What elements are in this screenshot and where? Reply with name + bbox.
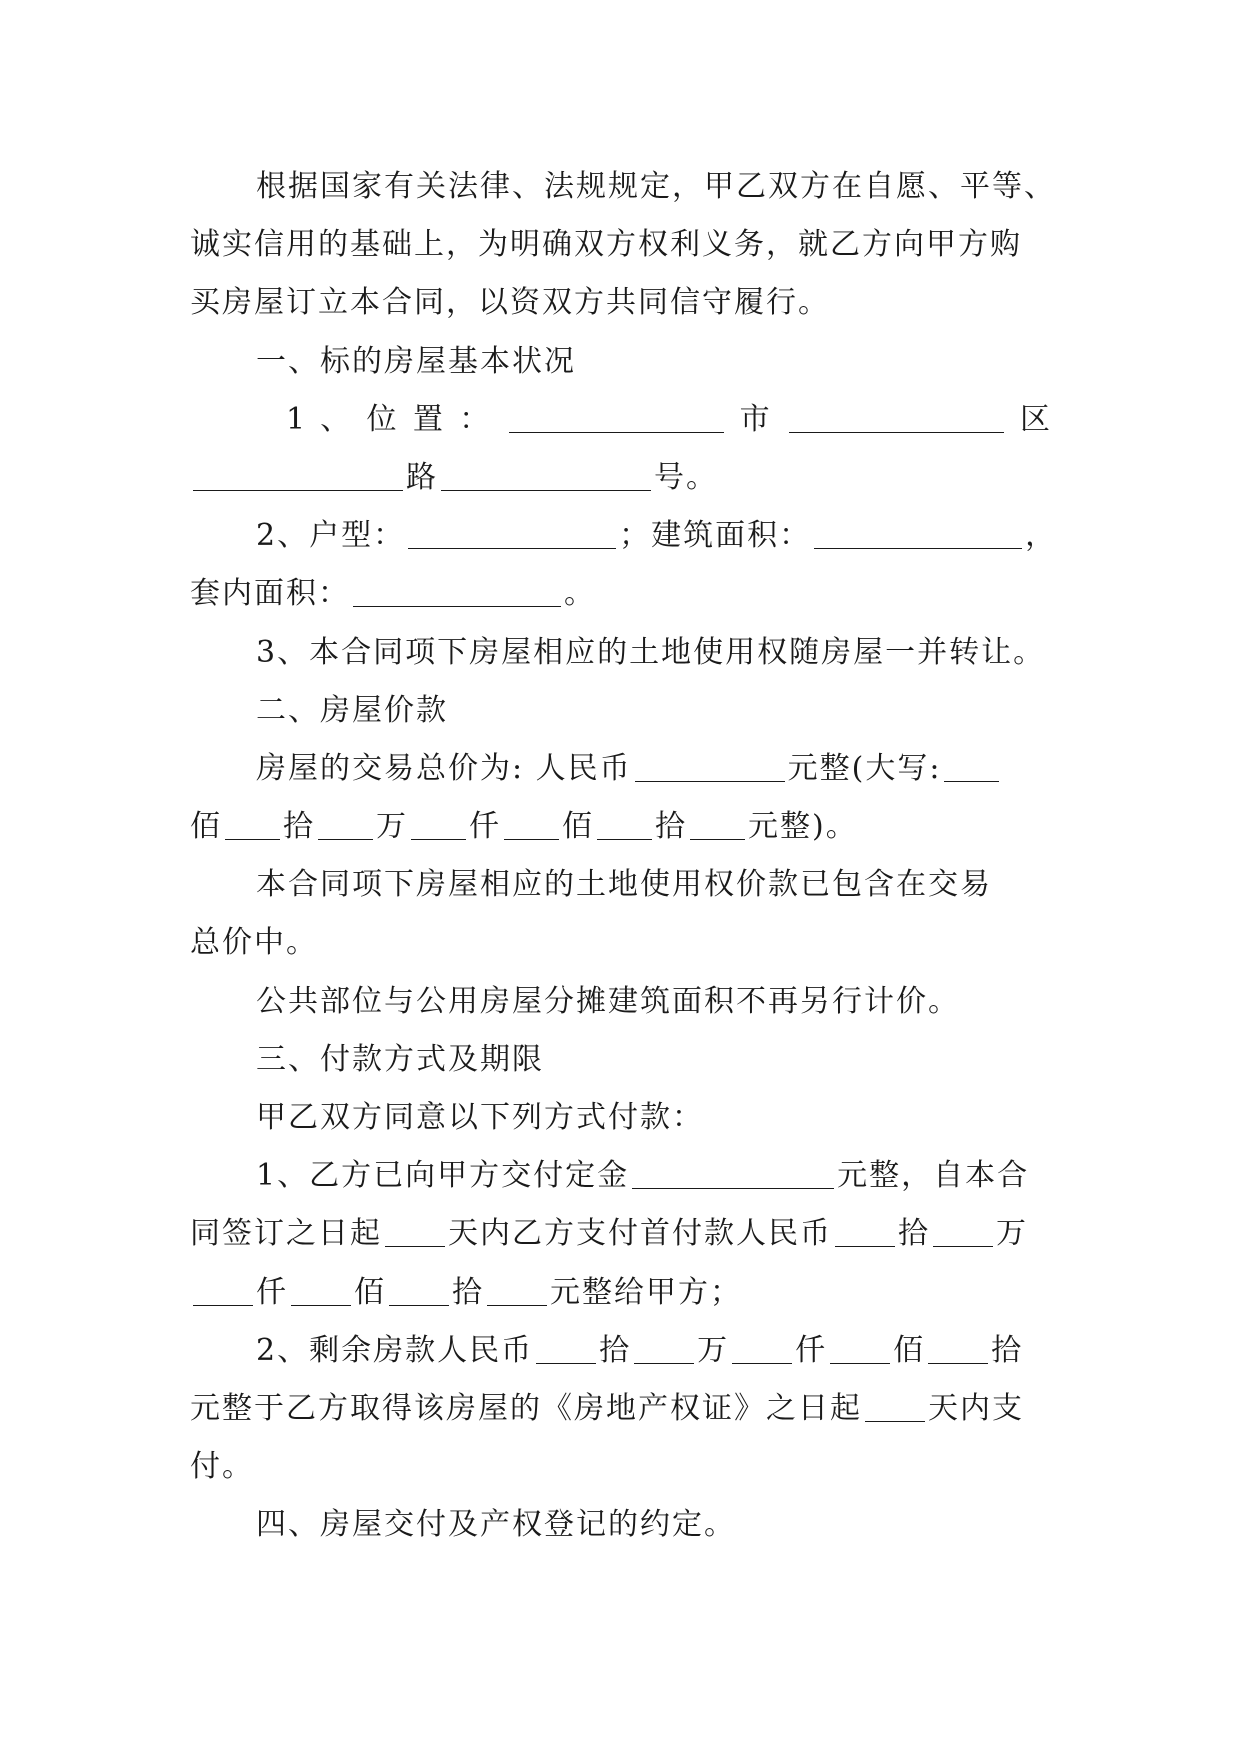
section-2-title: 二、房屋价款 [256, 692, 448, 728]
house-type-label: 2、户型： [256, 518, 406, 554]
down-payment-blank-4 [291, 1273, 351, 1306]
building-area-label: ；建筑面积： [619, 518, 812, 554]
number-label: 号。 [654, 459, 718, 495]
location-separator: 、 [320, 401, 354, 437]
preamble-line-1: 根据国家有关法律、法规规定，甲乙双方在自愿、平等、 [256, 169, 1056, 204]
price-upper-blank-6 [597, 807, 652, 840]
price-upper-blank-4 [411, 807, 466, 840]
section-4-title: 四、房屋交付及产权登记的约定。 [256, 1507, 736, 1543]
unit-shi-3: 拾 [898, 1216, 930, 1252]
unit-qian-3: 仟 [795, 1332, 828, 1368]
unit-bai-4: 佰 [893, 1332, 926, 1368]
section-1-title: 一、标的房屋基本状况 [256, 343, 576, 379]
district-blank [789, 400, 1004, 433]
location-line [190, 391, 1052, 449]
unit-bai: 佰 [190, 809, 222, 845]
house-type-blank [408, 516, 616, 549]
unit-shi-5: 拾 [599, 1332, 632, 1368]
price-upper-blank-3 [318, 807, 373, 840]
down-payment-end: 元整给甲方； [550, 1274, 742, 1310]
inner-area-blank [353, 574, 561, 607]
building-area-blank [814, 516, 1022, 549]
down-payment-blank-5 [389, 1273, 449, 1306]
balance-label: 2、剩余房款人民币 [256, 1332, 534, 1368]
unit-shi-2: 拾 [655, 809, 687, 845]
land-price-line-2: 总价中。 [190, 925, 318, 961]
balance-condition: 元整于乙方取得该房屋的《房地产权证》之日起 [190, 1390, 862, 1426]
unit-qian: 仟 [469, 809, 501, 845]
price-upper-line [190, 798, 1052, 856]
payment-intro: 甲乙双方同意以下列方式付款： [256, 1100, 704, 1135]
price-label: 房屋的交易总价为: 人民币 [256, 750, 632, 786]
price-upper-blank-2 [225, 807, 280, 840]
unit-wan-2: 万 [996, 1216, 1028, 1252]
unit-bai-2: 佰 [562, 809, 594, 845]
location-label-char-1: 位 [366, 401, 400, 437]
preamble-line-3: 买房屋订立本合同，以资双方共同信守履行。 [190, 285, 830, 321]
down-payment-blank-2 [933, 1214, 993, 1247]
type-area-line [190, 507, 1058, 565]
unit-bai-3: 佰 [354, 1274, 386, 1310]
balance-blank-1 [536, 1331, 596, 1364]
unit-shi-4: 拾 [452, 1274, 484, 1310]
price-upper-blank-7 [690, 807, 745, 840]
balance-blank-2 [634, 1331, 694, 1364]
balance-blank-4 [830, 1331, 890, 1364]
deposit-label: 1、乙方已向甲方交付定金 [256, 1158, 630, 1194]
unit-shi-6: 拾 [991, 1332, 1024, 1368]
public-area-line: 公共部位与公用房屋分摊建筑面积不再另行计价。 [256, 983, 960, 1019]
item-3: 3、本合同项下房屋相应的土地使用权随房屋一并转让。 [256, 634, 1046, 670]
location-colon: ： [459, 401, 493, 437]
down-payment-blank-3 [193, 1273, 253, 1306]
balance-days-label: 天内支 [928, 1390, 1024, 1426]
unit-wan: 万 [376, 809, 408, 845]
city-label: 市 [739, 401, 774, 437]
balance-blank-5 [928, 1331, 988, 1364]
price-line [190, 740, 1052, 798]
payment-2-line-2 [190, 1380, 1052, 1438]
balance-blank-3 [732, 1331, 792, 1364]
deposit-blank [632, 1156, 834, 1189]
down-payment-label: 天内乙方支付首付款人民币 [448, 1216, 832, 1252]
price-unit: 元整(大写: [787, 750, 942, 786]
contract-body [190, 158, 1058, 1555]
payment-1-line-2 [190, 1205, 1052, 1263]
days-blank [385, 1214, 445, 1247]
unit-shi: 拾 [283, 809, 315, 845]
price-upper-end: 元整)。 [748, 809, 858, 845]
land-price-line-1: 本合同项下房屋相应的土地使用权价款已包含在交易 [256, 867, 992, 903]
inner-area-label: 套内面积： [190, 576, 350, 612]
price-number-blank [635, 749, 785, 782]
location-number: 1 [286, 401, 308, 437]
payment-2-line-3: 付。 [190, 1449, 254, 1485]
district-label: 区 [1020, 401, 1053, 437]
unit-wan-3: 万 [697, 1332, 730, 1368]
payment-1-line-1 [190, 1147, 1052, 1205]
sign-date-label: 同签订之日起 [190, 1216, 382, 1252]
building-area-comma: ， [1025, 518, 1058, 554]
down-payment-blank-6 [487, 1273, 547, 1306]
price-upper-blank-1 [944, 749, 999, 782]
inner-area-line [190, 565, 1052, 623]
location-label-char-2: 置 [412, 401, 447, 437]
unit-qian-2: 仟 [256, 1274, 288, 1310]
down-payment-blank-1 [835, 1214, 895, 1247]
section-3-title: 三、付款方式及期限 [256, 1041, 544, 1077]
payment-2-line-1 [190, 1322, 1052, 1380]
road-label: 路 [406, 459, 438, 495]
road-line [190, 449, 1052, 507]
balance-days-blank [865, 1389, 925, 1422]
inner-area-end: 。 [564, 576, 596, 612]
deposit-unit: 元整，自本合 [837, 1158, 1030, 1194]
city-blank [509, 400, 724, 433]
road-blank [193, 458, 403, 491]
preamble-line-2: 诚实信用的基础上，为明确双方权利义务，就乙方向甲方购 [190, 227, 1022, 263]
payment-1-line-3 [190, 1264, 1052, 1322]
price-upper-blank-5 [504, 807, 559, 840]
number-blank [441, 458, 651, 491]
